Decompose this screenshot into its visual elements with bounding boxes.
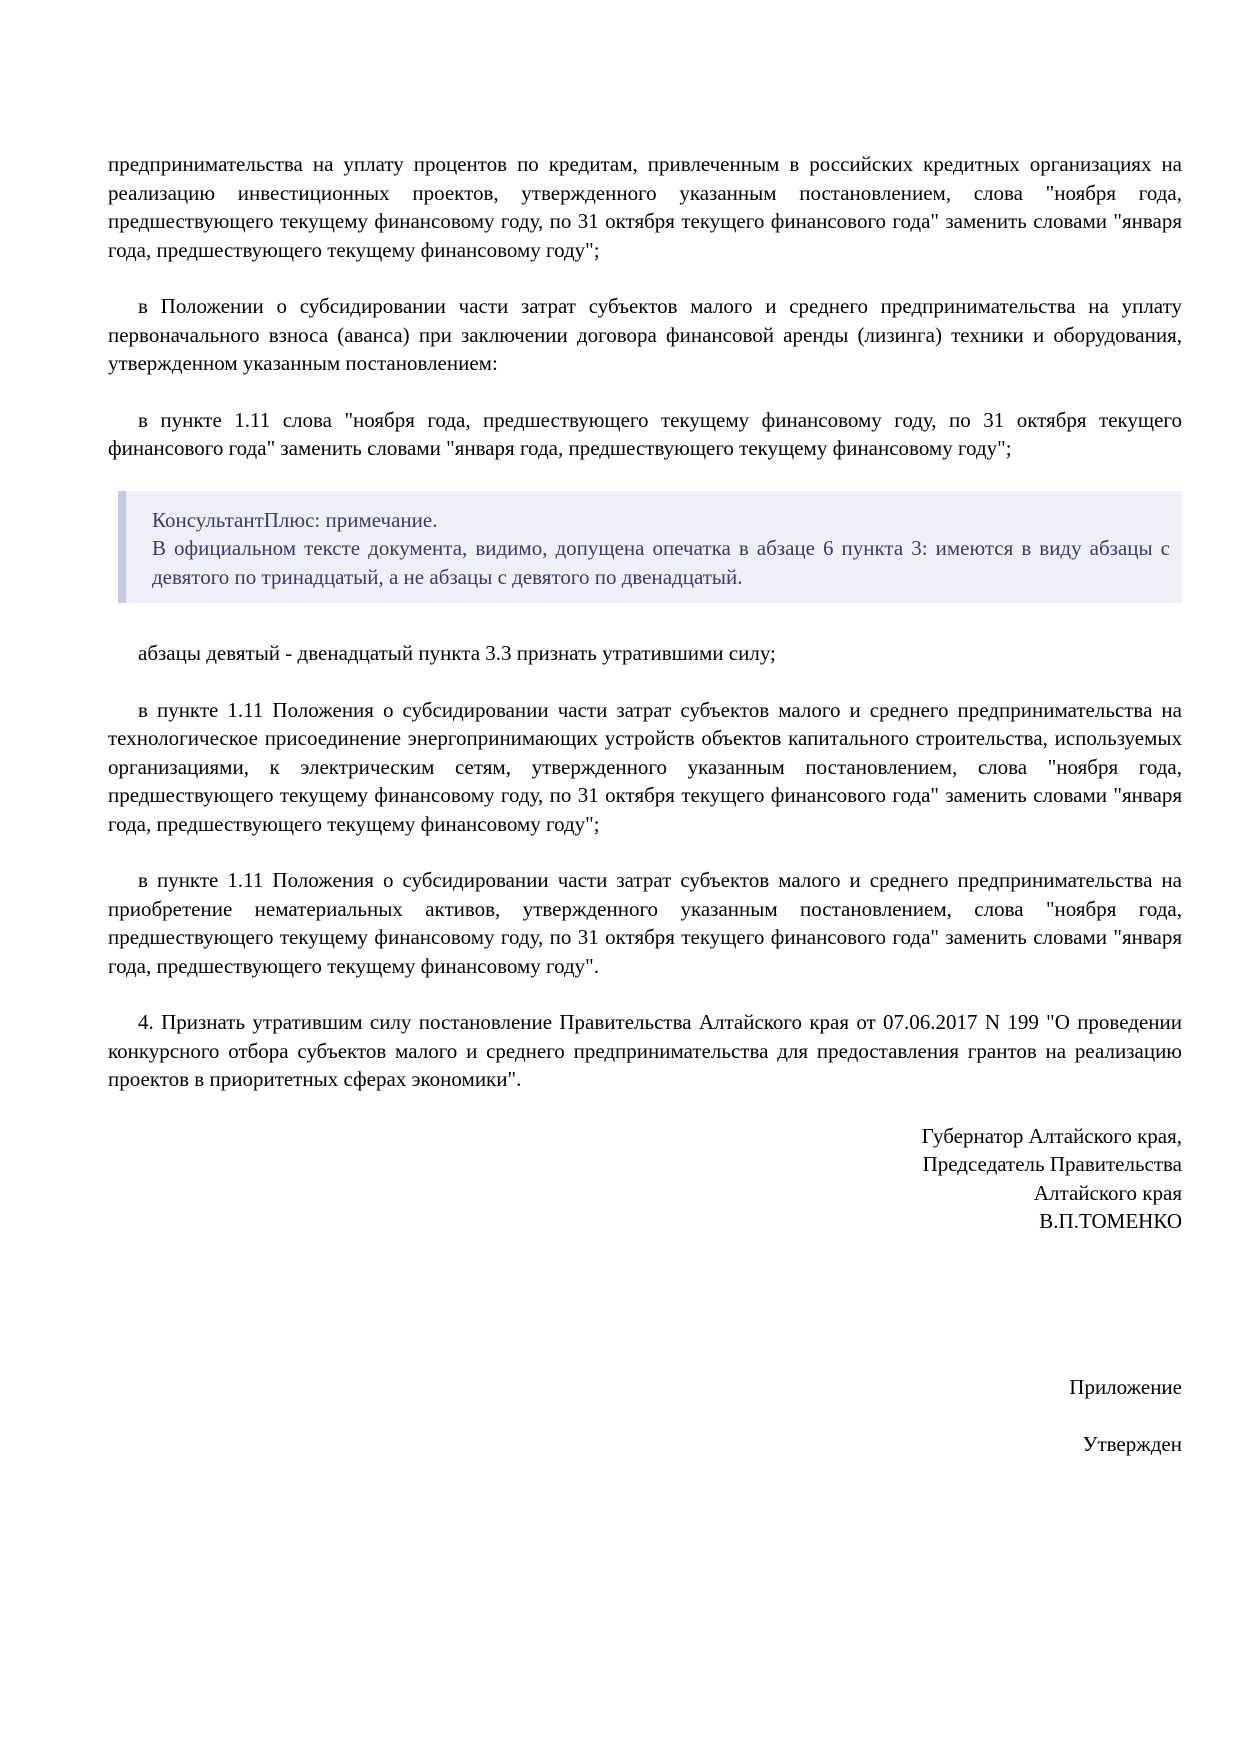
signature-position-line-1: Губернатор Алтайского края, [921, 1123, 1182, 1148]
paragraph-item-4-repeal-decree: 4. Признать утратившим силу постановление Правительства Алтайского края от 07.06.2017 N 199 "О проведении конкурсного отбора субъектов малого и среднего предпринимательства для предоставления грантов на реализацию проектов в приоритетных сферах экономики". [108, 1010, 1182, 1091]
document-content [108, 150, 1182, 1459]
paragraph-item-1-11-intangible-assets: в пункте 1.11 Положения о субсидировании части затрат субъектов малого и среднего предпринимательства на приобретение нематериальных активов, утвержденного указанным постановлением, слова "ноября года, предшествующего текущему финансовому году, по 31 октября текущего финансового года" заменить словами "января года, предшествующего текущему финансовому году". [108, 868, 1182, 978]
approved-label: Утвержден [1082, 1432, 1182, 1456]
paragraph-abzats-repeal: абзацы девятый - двенадцатый пункта 3.3 признать утратившими силу; [138, 641, 776, 665]
signature-position-line-2: Председатель Правительства [922, 1152, 1182, 1176]
annex-label: Приложение [1069, 1374, 1182, 1399]
signature-block [108, 1122, 1182, 1236]
paragraph-credit-interest: предпринимательства на уплату процентов по кредитам, привлеченным в российских кредитных организациях на реализацию инвестиционных проектов, утвержденного указанным постановлением, слова "ноября года, предшествующего текущему финансовому году, по 31 октября текущего финансового года" заменить словами "января года, предшествующего текущему финансовому году"; [108, 152, 1182, 262]
note-body: В официальном тексте документа, видимо, допущена опечатка в абзаце 6 пункта 3: имеются в виду абзацы с девятого по тринадцатый, а не абзацы с девятого по двенадцатый. [152, 536, 1170, 589]
consultantplus-note-box [118, 491, 1182, 604]
paragraph-leasing-provision: в Положении о субсидировании части затрат субъектов малого и среднего предпринимательства на уплату первоначального взноса (аванса) при заключении договора финансовой аренды (лизинга) техники и оборудования, утвержденном указанным постановлением: [108, 294, 1182, 375]
signature-name: В.П.ТОМЕНКО [1039, 1209, 1182, 1233]
signature-position-line-3: Алтайского края [1033, 1180, 1182, 1205]
paragraph-item-1-11-leasing: в пункте 1.11 слова "ноября года, предшествующего текущему финансовому году, по 31 октября текущего финансового года" заменить словами "января года, предшествующего текущему финансовому году"; [108, 407, 1182, 460]
note-title: КонсультантПлюс: примечание. [152, 507, 438, 532]
paragraph-item-1-11-grid-connection: в пункте 1.11 Положения о субсидировании части затрат субъектов малого и среднего предпринимательства на технологическое присоединение энергопринимающих устройств объектов капитального строительства, используемых организациями, к электрическим сетям, утвержденного указанным постановлением, слова "ноября года, предшествующего текущему финансовому году, по 31 октября текущего финансового года" заменить словами "января года, предшествующего текущему финансовому году"; [108, 697, 1182, 836]
